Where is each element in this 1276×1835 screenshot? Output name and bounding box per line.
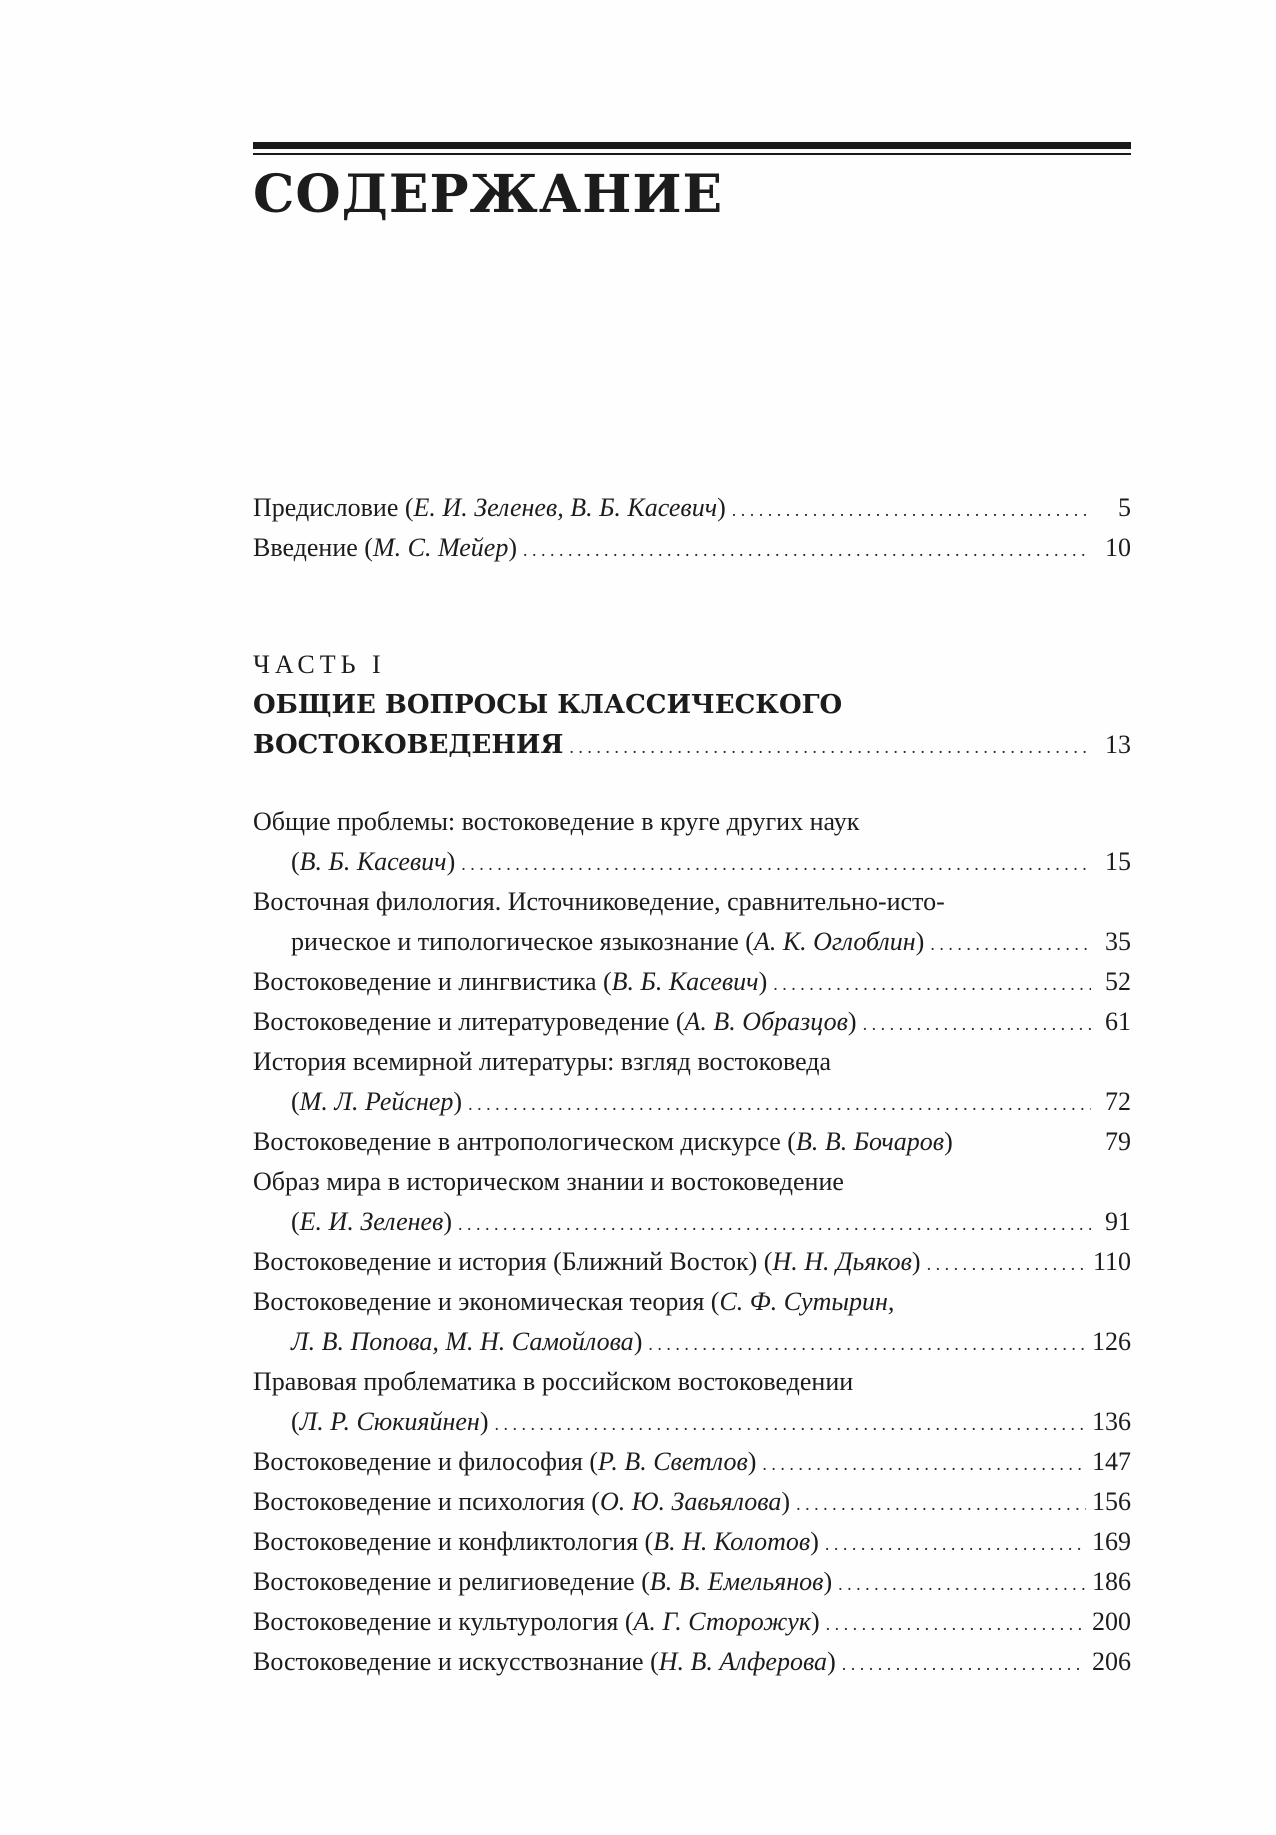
toc-entry[interactable]: Востоковедение и литературоведение (А. В. Образцов) . . . 61 — [253, 1002, 1131, 1042]
toc-entry-line[interactable]: Правовая проблематика в российском востоковедении — [253, 1367, 854, 1396]
page-number: 206 — [1092, 1647, 1131, 1676]
page-number: 10 — [1105, 533, 1131, 562]
page-number: 110 — [1092, 1247, 1131, 1276]
part-title-line2: ВОСТОКОВЕДЕНИЯ — [253, 730, 564, 760]
page-number: 52 — [1105, 967, 1131, 996]
toc-entry-introduction[interactable]: Введение (М. С. Мейер) . . . 10 — [253, 528, 1131, 568]
page-title: СОДЕРЖАНИЕ — [253, 164, 724, 225]
toc-entry[interactable]: (М. Л. Рейснер) . . . 72 — [253, 1082, 1131, 1122]
toc-entry[interactable]: Востоковедение и философия (Р. В. Светлов) . . . 147 — [253, 1442, 1131, 1482]
page-number: 61 — [1105, 1007, 1131, 1036]
toc-entry-preface[interactable]: Предисловие (Е. И. Зеленев, В. Б. Касевич) . . . 5 — [253, 488, 1131, 528]
toc-entry[interactable]: (Е. И. Зеленев) . . . 91 — [253, 1202, 1131, 1242]
page-number: 147 — [1092, 1447, 1131, 1476]
toc-entry[interactable]: Востоковедение и конфликтология (В. Н. Колотов) . . . 169 — [253, 1522, 1131, 1562]
page-number: 169 — [1092, 1527, 1131, 1556]
page-number: 5 — [1118, 493, 1131, 522]
toc-entry[interactable]: Востоковедение в антропологическом дискурсе (В. В. Бочаров) 79 — [253, 1122, 1131, 1162]
toc-entry[interactable]: (Л. Р. Сюкияйнен) . . . 136 — [253, 1402, 1131, 1442]
page-number: 186 — [1092, 1567, 1131, 1596]
toc-entry[interactable]: Востоковедение и психология (О. Ю. Завьялова) . . . 156 — [253, 1482, 1131, 1522]
toc-entry-line[interactable]: Востоковедение и экономическая теория (С. Ф. Сутырин, — [253, 1287, 895, 1316]
toc-entry-part-1[interactable] — [253, 725, 1131, 765]
toc-entry-line[interactable]: Восточная филология. Источниковедение, сравнительно-исто- — [253, 887, 945, 916]
page-number: 79 — [1105, 1127, 1131, 1156]
page-number: 72 — [1105, 1087, 1131, 1116]
toc-entry-line[interactable]: История всемирной литературы: взгляд востоковеда — [253, 1047, 832, 1076]
part-heading — [253, 645, 1131, 765]
page-number: 35 — [1105, 927, 1131, 956]
toc-entry-line[interactable]: Общие проблемы: востоковедение в круге других наук — [253, 807, 860, 836]
toc-entry[interactable]: Востоковедение и лингвистика (В. Б. Касевич) . . . 52 — [253, 962, 1131, 1002]
page-number: 200 — [1092, 1607, 1131, 1636]
toc-entry-line[interactable]: Образ мира в историческом знании и востоковедение — [253, 1167, 844, 1196]
page-number: 156 — [1092, 1487, 1131, 1516]
page-number: 136 — [1092, 1407, 1131, 1436]
toc-entry[interactable]: Л. В. Попова, М. Н. Самойлова) . . . 126 — [253, 1322, 1131, 1362]
page-number: 126 — [1092, 1327, 1131, 1356]
toc-entry[interactable]: Востоковедение и религиоведение (В. В. Емельянов) . . . 186 — [253, 1562, 1131, 1602]
toc-entries — [253, 802, 1131, 1682]
toc-entry[interactable]: (В. Б. Касевич) . . . 15 — [253, 842, 1131, 882]
header-rule-thin — [253, 153, 1131, 155]
page-number: 91 — [1105, 1207, 1131, 1236]
part-title-line1: ОБЩИЕ ВОПРОСЫ КЛАССИЧЕСКОГО — [253, 690, 843, 720]
toc-entry[interactable]: Востоковедение и культурология (А. Г. Сторожук) . . . 200 — [253, 1602, 1131, 1642]
toc-front — [253, 488, 1131, 568]
page-number: 13 — [1105, 730, 1131, 759]
toc-entry[interactable]: Востоковедение и искусствознание (Н. В. Алферова) . . . 206 — [253, 1642, 1131, 1682]
toc-entry[interactable]: рическое и типологическое языкознание (А. К. Оглоблин) . . . 35 — [253, 922, 1131, 962]
page-number: 15 — [1105, 847, 1131, 876]
part-label: ЧАСТЬ I — [253, 650, 386, 679]
header-rule-thick — [253, 142, 1131, 149]
toc-entry[interactable]: Востоковедение и история (Ближний Восток) (Н. Н. Дьяков) . . . 110 — [253, 1242, 1131, 1282]
